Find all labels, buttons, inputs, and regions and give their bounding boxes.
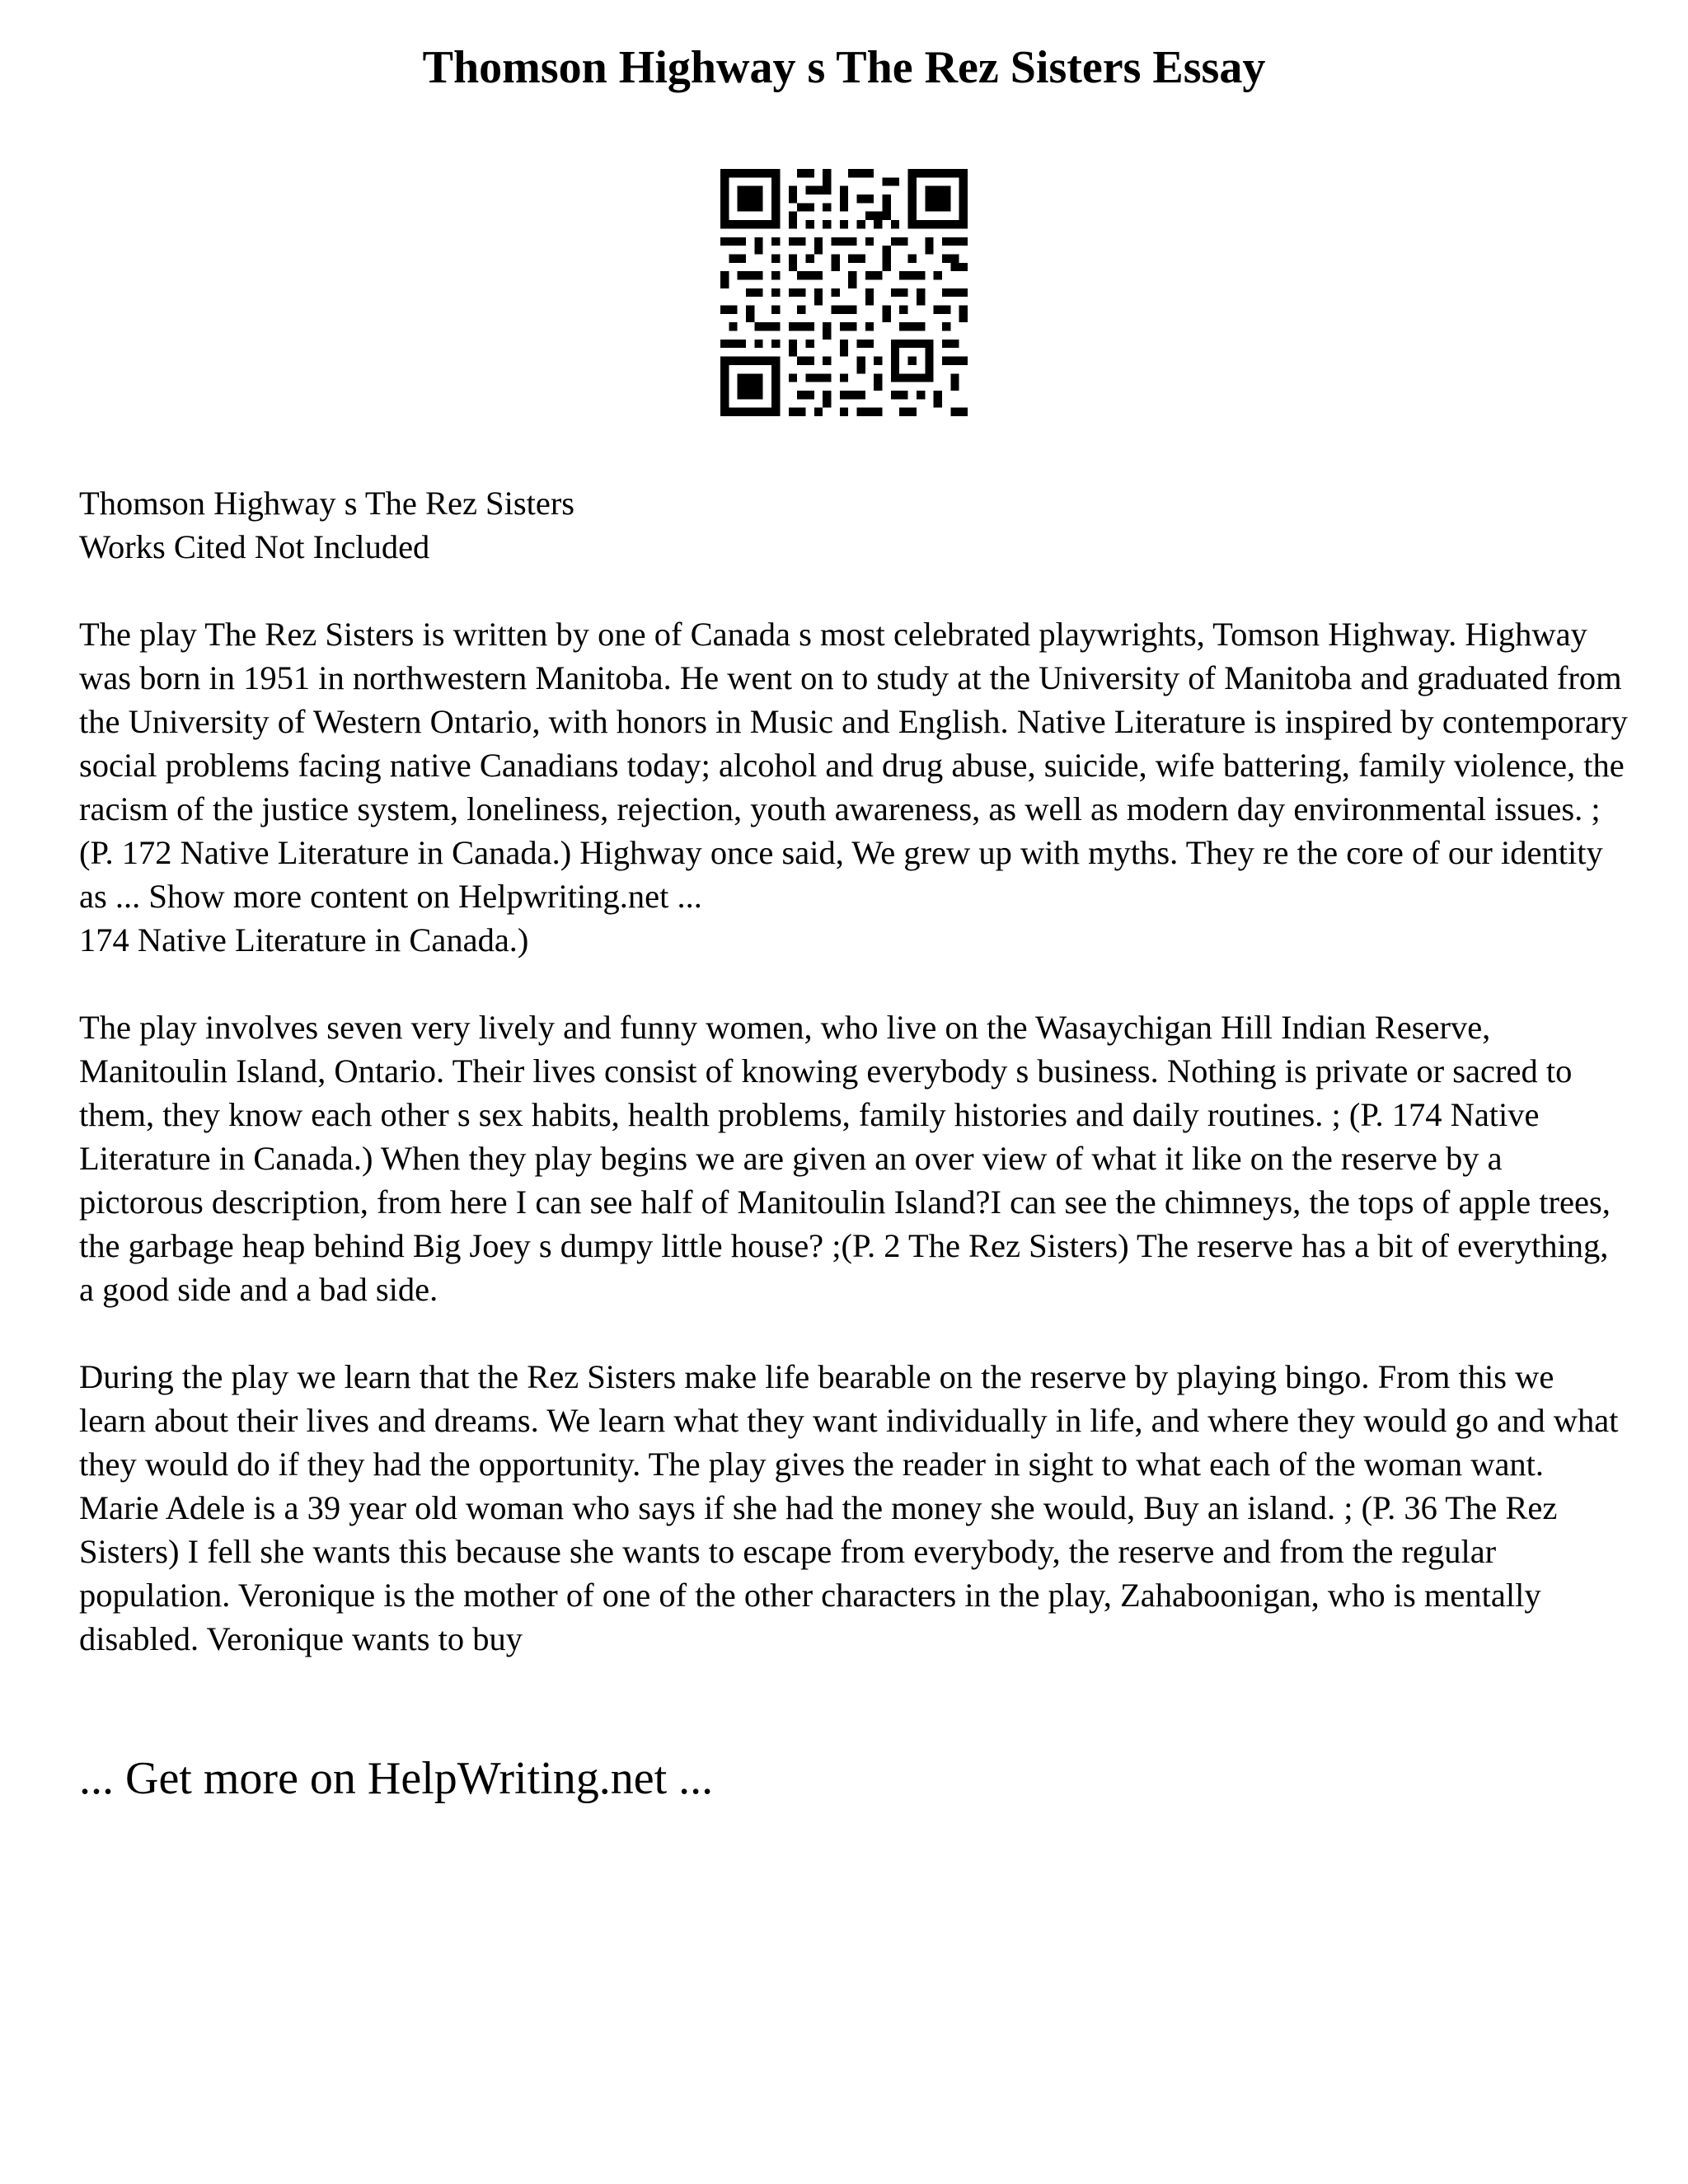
essay-heading-line2: Works Cited Not Included xyxy=(79,528,430,565)
qr-code-icon xyxy=(720,169,968,416)
paragraph-spacer xyxy=(79,962,1629,1005)
qr-code xyxy=(720,169,968,416)
paragraph-spacer xyxy=(79,569,1629,612)
essay-heading-line1: Thomson Highway s The Rez Sisters xyxy=(79,485,575,522)
essay-body xyxy=(79,481,1629,1661)
paragraph-1: The play The Rez Sisters is written by one of Canada s most celebrated playwrights, Tomson Highway. Highway was born in 1951 in northwestern Manitoba. He went on to study at the University of Manitoba and graduated from the University of Western Ontario, with honors in Music and English. Native Literature is inspired by contemporary social problems facing native Canadians today; alcohol and drug abuse, suicide, wife battering, family violence, the racism of the justice system, loneliness, rejection, youth awareness, as well as modern day environmental issues. ;(P. 172 Native Literature in Canada.) Highway once said, We grew up with myths. They re the core of our identity as ... Show more content on Helpwriting.net ... xyxy=(79,616,1628,915)
paragraph-spacer xyxy=(79,1311,1629,1355)
document-title: Thomson Highway s The Rez Sisters Essay xyxy=(422,42,1266,93)
paragraph-1-tail: 174 Native Literature in Canada.) xyxy=(79,921,529,958)
paragraph-2: The play involves seven very lively and funny women, who live on the Wasaychigan Hill Indian Reserve, Manitoulin Island, Ontario. Their lives consist of knowing everybody s business. Nothing is private or sacred to them, they know each other s sex habits, health problems, family histories and daily routines. ; (P. 174 Native Literature in Canada.) When they play begins we are given an over view of what it like on the reserve by a pictorous description, from here I can see half of Manitoulin Island?I can see the chimneys, the tops of apple trees, the garbage heap behind Big Joey s dumpy little house? ;(P. 2 The Rez Sisters) The reserve has a bit of everything, a good side and a bad side. xyxy=(79,1009,1611,1308)
paragraph-3: During the play we learn that the Rez Sisters make life bearable on the reserve by playing bingo. From this we learn about their lives and dreams. We learn what they want individually in life, and where they would go and what they would do if they had the opportunity. The play gives the reader in sight to what each of the woman want. Marie Adele is a 39 year old woman who says if she had the money she would, Buy an island. ; (P. 36 The Rez Sisters) I fell she wants this because she wants to escape from everybody, the reserve and from the regular population. Veronique is the mother of one of the other characters in the play, Zahaboonigan, who is mentally disabled. Veronique wants to buy xyxy=(79,1358,1619,1657)
get-more-link[interactable]: ... Get more on HelpWriting.net ... xyxy=(79,1753,714,1804)
